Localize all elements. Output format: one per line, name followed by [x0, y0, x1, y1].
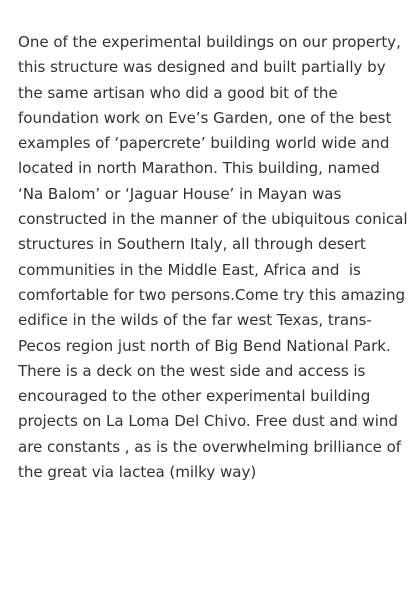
- listing-description: [18, 30, 413, 485]
- description-paragraph-1: One of the experimental buildings on our property, this structure was designed and built partially by the same artisan who did a good bit of the foundation work on Eve’s Garden, one of the best examples of ‘papercrete’ building world wide and located in north Marathon. This building, named ‘Na Balom’ or ‘Jaguar House’ in Mayan was constructed in the manner of the ubiquitous conical structures in Southern Italy, all through desert communities in the Middle East, Africa and is comfortable for two persons.Come try this amazing edifice in the wilds of the far west Texas, trans-Pecos region just north of Big Bend National Park.: [18, 33, 413, 355]
- description-paragraph-2: There is a deck on the west side and access is encouraged to the other experimental building projects on La Loma Del Chivo. Free dust and wind are constants , as is the overwhelming brilliance of the great via lactea (milky way): [18, 361, 402, 482]
